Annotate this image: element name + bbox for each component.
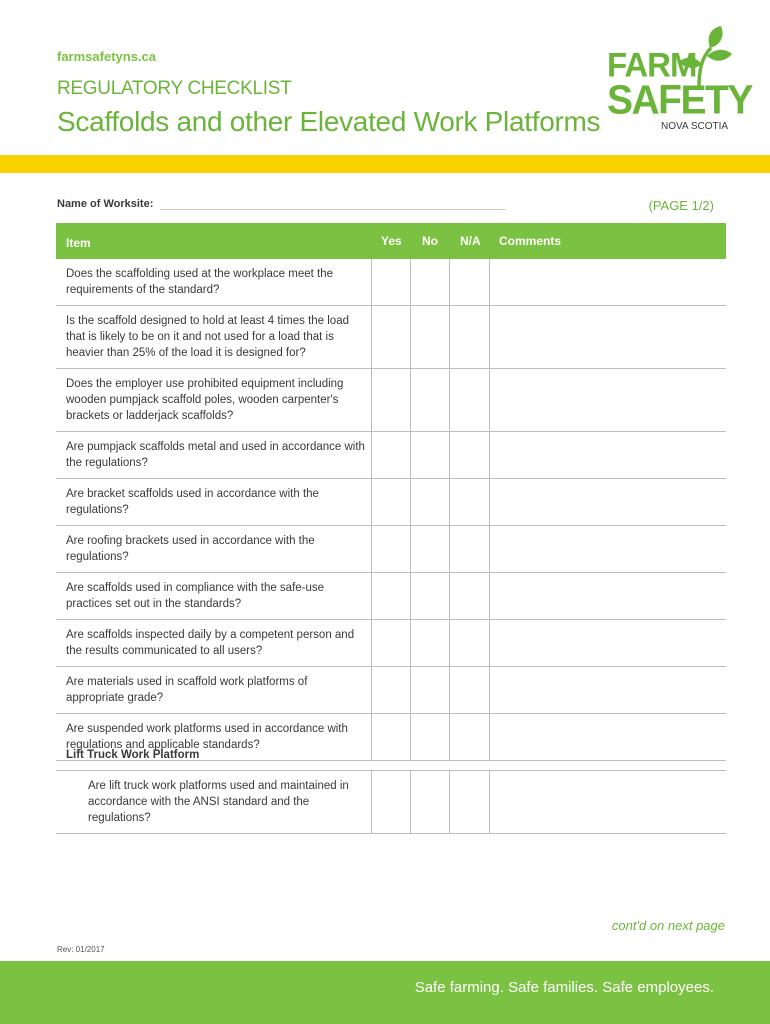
question-text: Are scaffolds inspected daily by a competent person and the results communicated to all users? [66,629,355,657]
logo-word-farm: FARM [607,45,697,84]
question-text: Does the scaffolding used at the workplace meet the requirements of the standard? [66,268,334,296]
footer-bar [0,961,770,1024]
no-cell[interactable] [410,432,411,478]
table-row [56,620,726,667]
yes-cell[interactable] [371,714,372,760]
question-text: Are roofing brackets used in accordance with the regulations? [66,535,315,563]
revision-label: Rev: 01/2017 [57,945,105,954]
no-cell[interactable] [410,369,411,431]
no-cell[interactable] [410,479,411,525]
table-row [56,369,726,432]
yellow-divider [0,155,770,173]
yes-cell[interactable] [371,479,372,525]
no-cell[interactable] [410,306,411,368]
question-text: Are materials used in scaffold work platforms of appropriate grade? [66,676,308,704]
comments-cell[interactable] [489,714,490,760]
comments-cell[interactable] [489,573,490,619]
yes-cell[interactable] [371,369,372,431]
comments-cell[interactable] [489,479,490,525]
comments-cell[interactable] [489,369,490,431]
table-row [56,432,726,479]
comments-cell[interactable] [489,667,490,713]
document-kicker: REGULATORY CHECKLIST [57,78,292,99]
section-heading-lift-truck: Lift Truck Work Platform [66,749,200,761]
comments-cell[interactable] [489,620,490,666]
table-header [56,223,726,259]
yes-cell[interactable] [371,573,372,619]
column-header-item: Item [66,236,91,250]
no-cell[interactable] [410,259,411,305]
question-text: Does the employer use prohibited equipment including wooden pumpjack scaffold poles, wooden carpenter's brackets or ladderjack scaffolds? [66,378,344,422]
yes-cell[interactable] [371,306,372,368]
question-text: Are scaffolds used in compliance with the safe-use practices set out in the standards? [66,582,325,610]
comments-cell[interactable] [489,526,490,572]
lift-truck-rows [56,770,726,834]
table-row [56,306,726,369]
no-cell[interactable] [410,573,411,619]
table-row [56,479,726,526]
farm-safety-logo [603,26,752,134]
na-cell[interactable] [449,369,450,431]
logo-word-safety: SAFETY [607,77,752,124]
question-text: Are lift truck work platforms used and maintained in accordance with the ANSI standard and the regulations? [88,780,349,824]
continued-note: cont'd on next page [611,918,725,933]
no-cell[interactable] [410,667,411,713]
na-cell[interactable] [449,771,450,833]
comments-cell[interactable] [489,432,490,478]
no-cell[interactable] [410,714,411,760]
table-row [56,259,726,306]
table-row [56,526,726,573]
na-cell[interactable] [449,432,450,478]
na-cell[interactable] [449,259,450,305]
no-cell[interactable] [410,771,411,833]
question-text: Are bracket scaffolds used in accordance with the regulations? [66,488,319,516]
na-cell[interactable] [449,526,450,572]
page-indicator: (PAGE 1/2) [648,198,714,213]
column-header-no: No [422,234,438,248]
column-header-yes: Yes [381,234,402,248]
na-cell[interactable] [449,667,450,713]
yes-cell[interactable] [371,620,372,666]
table-row [56,667,726,714]
worksite-label: Name of Worksite: [57,198,154,210]
question-text: Is the scaffold designed to hold at least 4 times the load that is likely to be on it and not used for a load that is heavier than 25% of the load it is designed for? [66,315,349,359]
logo-subtitle: NOVA SCOTIA [661,121,729,132]
site-url[interactable]: farmsafetyns.ca [57,49,156,64]
yes-cell[interactable] [371,432,372,478]
na-cell[interactable] [449,573,450,619]
question-text: Are suspended work platforms used in accordance with regulations and applicable standards? [66,723,348,751]
yes-cell[interactable] [371,526,372,572]
column-header-comments: Comments [499,234,562,248]
column-header-na: N/A [460,234,481,248]
comments-cell[interactable] [489,771,490,833]
na-cell[interactable] [449,714,450,760]
question-text: Are pumpjack scaffolds metal and used in accordance with the regulations? [66,441,365,469]
no-cell[interactable] [410,620,411,666]
checklist-rows [56,259,726,761]
yes-cell[interactable] [371,771,372,833]
yes-cell[interactable] [371,259,372,305]
na-cell[interactable] [449,479,450,525]
worksite-field[interactable] [160,209,506,210]
no-cell[interactable] [410,526,411,572]
table-row [56,573,726,620]
footer-tagline: Safe farming. Safe families. Safe employees. [414,979,714,996]
table-row [56,770,726,834]
document-title: Scaffolds and other Elevated Work Platforms [57,106,601,137]
yes-cell[interactable] [371,667,372,713]
na-cell[interactable] [449,620,450,666]
comments-cell[interactable] [489,306,490,368]
comments-cell[interactable] [489,259,490,305]
na-cell[interactable] [449,306,450,368]
